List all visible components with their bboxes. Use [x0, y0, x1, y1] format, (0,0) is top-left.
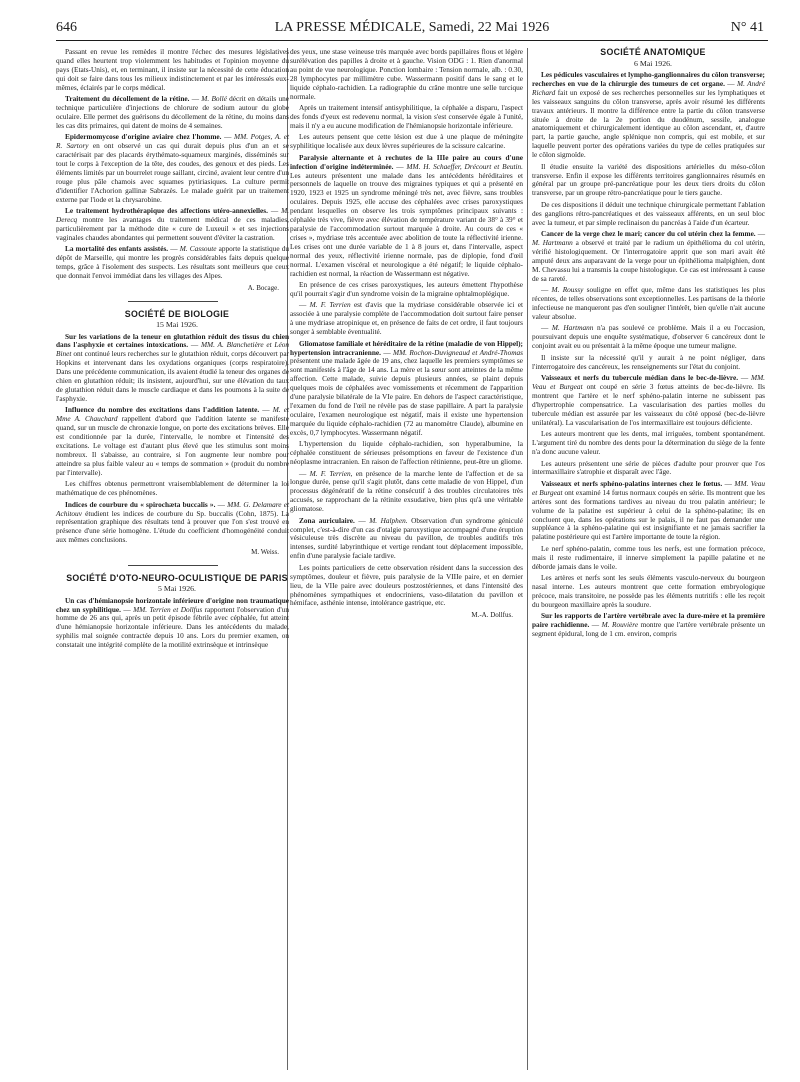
article-title: Les pédicules vasculaires et lympho-ganglionnaires du côlon transverse; recherches en vue de la chirurgie des tumeurs de cet organe. — [532, 70, 765, 88]
section-date: 6 Mai 1926. — [634, 58, 672, 68]
article-author: M. Hartmann — [551, 323, 594, 333]
article-author: MM. H. Schaeffer, Drécourt et Beutin. — [406, 161, 523, 171]
section-heading: SOCIÉTÉ D'OTO-NEURO-OCULISTIQUE DE PARIS — [66, 572, 288, 583]
article: Epidermomycose d'origine aviaire chez l'homme. — MM. Potges, A. et R. Sartory en ont observé un cas qui durait depuis plus d'un an et se caractérisait par des placards érythémato-squameux marginés, disséminés sur tout le corps à l'exception de la tête, des coudes, des genoux et des pieds. Les éléments limités par un bourrelet rouge saillant, circiné, avaient leur centre d'un rouge plus pâle chamois avec squames pytiriasiques. La culture permit d'identifier l'Achorion gallinæ Sabrazès. Le malade guérit par un traitement externe par l'iode et la chrysarobine. — [56, 132, 289, 204]
article-author: MM. Terrien et Dollfus — [133, 604, 203, 614]
article-author: M. Bollé — [201, 94, 227, 104]
paragraph: Les artères et nerfs sont les seuls éléments vasculo-nerveux du bourgeon nasal interne. Les auteurs montrent que cette formation embryologique précoce, mais transitoire, ne possède pas les éléments nutritifs : elle les reçoit du bourgeon maxillaire après la soudure. — [532, 573, 765, 609]
article-title: Indices de courbure du « spirochæta buccalis ». — [65, 499, 216, 509]
article-text: fait un exposé de ses recherches personnelles sur les lymphatiques et les vaisseaux sanguins du côlon transverse, après avoir résumé les différents travaux antérieurs. Il montre la différence entre la partie du côlon transverse située à droite de la 2e portion du duodénum, sessile, analogue anatomiquement et chirurgicalement identique au côlon ascendant, et, d'autre part, la partie gauche, angle splénique non compris, qui est mobile, et sur laquelle peuvent porter des opérations variées du type de celles pratiquées sur le côlon sigmoïde. — [532, 87, 765, 160]
article-text: décrit en détails une technique particulière d'injections de chlorure de sodium autour du globe oculaire. Elle permet des guérisons du décollement de la rétine, du moins dans les cas dits primaires, qui datent de moins de 4 semaines. — [56, 94, 289, 130]
article: Le traitement hydrothérapique des affections utéro-annexielles. — M. Derecq montre les avantages du traitement médical de ces maladies, particulièrement par la méthode dite « cure de Luxeuil » et ses injections vaginales chaudes abondantes qui permettent souvent d'éviter la castration. — [56, 206, 289, 242]
paragraph: des yeux, une stase veineuse très marquée avec bords papillaires flous et légère surélévation des papilles à droite et à gauche. Vision ODG : 1. Rien d'anormal au point de vue neurologique. Ponction lombaire : Tension normale, alb. : 0.30, 28 lymphocytes par millimètre cube. Wassermann positif dans le sang et le liquide céphalo-rachidien. La radiographie du crâne montre une selle turcique normale. — [290, 47, 523, 101]
article-text: ont examiné 14 fœtus normaux coupés en série. Ils montrent que les artères sont des formations tardives au niveau du trou palatin antérieur; le volume de la palatine est supérieur à celui de la sphéno-palatine; ils en concluent que, dans les opérations sur le palais, il ne faut pas demander une suppléance à la sphéno-palatine qui est insignifiante et ne jamais sacrifier la palatine postérieure qui est l'artère importante de toute la région. — [532, 487, 766, 542]
article: Paralysie alternante et à rechutes de la IIIe paire au cours d'une infection d'origine indéterminée. — MM. H. Schaeffer, Drécourt et Beutin. Les auteurs présentent une malade dans les antécédents héréditaires et personnels de laquelle on trouve des migraines typiques et qui a présenté en 1920, 1923 et 1925 un syndrome méningé très net, avec fièvre, sans troubles oculaires. Depuis 1925, elle accuse des céphalées avec crises paroxystiques pendant lesquelles on observe les trois symptômes principaux suivants : céphalée très vive, fièvre avec élévation de température variant de 38° à 39° et paralysie de l'accommodation surtout marquée à droite. Au cours de ces « crises », mydriase très accentuée avec abolition de toute la réflectivité irienne. Les crises ont une durée variable de 1 à 8 jours et, dans l'intervalle, aspect normal des yeux, réflectivité irienne normale, pas de diplopie, fond d'œil normal. L'examen viscéral et neurologique a été négatif; le liquide céphalo-rachidien est normal, la réaction de Wassermann est négative. — [290, 152, 523, 278]
article-text: souligne en effet que, même dans les statistiques les plus récentes, de telles observations sont exceptionnelles. Les partisans de la théorie infectieuse ne manqueront pas d'en souligner l'intérêt, bien qu'elle n'ait aucune valeur absolue. — [532, 285, 766, 321]
article-author: M. F. Terrien — [309, 300, 351, 310]
article-text: ont continué leurs recherches sur le glutathion réduit, corps découvert par Hopkins et intervenant dans les oxydations organiques (corps respiratoire). Dans une précédente communication, ils avaient étudié la teneur des organes de chien en glutathion réduit; ils insistent, aujourd'hui, sur une élévation du taux de glutathion réduit dans le muscle cardiaque et dans les poumons à la suite de l'asphyxie. — [56, 349, 289, 403]
article-title: Un cas d'hémianopsie horizontale inférieure d'origine non traumatique chez un syphilitique. — [56, 595, 289, 614]
article-author: MM. G. Delamare et Achitouv — [56, 499, 289, 518]
section-divider — [128, 301, 218, 302]
article-author: M. Derecq — [56, 206, 289, 225]
paragraph: Après un traitement intensif antisyphilitique, la céphalée a disparu, l'aspect des fonds d'yeux est redevenu normal, la vision s'est conservée égale à l'unité, mais il n'y a eu aucune modification de l'hémianopsie horizontale inférieure. — [290, 103, 523, 130]
article-text: est d'avis que la mydriase considérable observée ici et associée à une paralysie complète de l'accommodation doit surtout faire penser à une mydriase atropinique et, en présence de faits de cet ordre, il faut toujours songer à semblable éventualité. — [290, 300, 523, 337]
paragraph: En présence de ces crises paroxystiques, les auteurs émettent l'hypothèse qu'il pourrait s'agir d'un syndrome voisin de la migraine ophtalmoplégique. — [290, 280, 523, 298]
article-author: M. et Mme A. Chauchard — [56, 405, 289, 424]
article-text: ont coupé en série 3 fœtus atteints de bec-de-lièvre. Ils montrent que l'artère et le nerf sphéno-palatin interne ne subissent pas d'hypertrophie compensatrice. La vascularisation des parties molles du tubercule médian est assurée par les vaisseaux du côté opposé (bec-de-lièvre unilatéral). La vascularisation de l'os intermaxillaire est toujours déficiente. — [532, 382, 766, 427]
paragraph: Les auteurs montrent que les dents, mal irriguées, tombent spontanément. L'argument tiré du nombre des dents pour la détermination du siège de la fente n'a donc aucune valeur. — [532, 429, 765, 456]
article-text: a observé et traité par le radium un épithélioma du col utérin, vérifié histologiquement. Or l'interrogatoire apprit que son mari avait été amputé deux ans auparavant de la verge pour un épithélioma malpighien, dont M. Chevassu lui a transmis la coupe histologique. Ce cas est intéressant à cause de sa rareté. — [532, 238, 766, 283]
article: Traitement du décollement de la rétine. — M. Bollé décrit en détails une technique particulière d'injections de chlorure de sodium autour du globe oculaire. Elle permet des guérisons du décollement de la rétine, du moins dans les cas dits primaires, qui datent de moins de 4 semaines. — [56, 94, 289, 130]
signature: M. Weiss. — [251, 547, 279, 556]
article-text: rappellent d'abord que l'addition latente se manifeste quand, sur un muscle de chronaxie longue, on porte des excitations brèves. Elle est conditionnée par la durée, l'intervalle, le nombre et l'intensité des excitations. Le voltage est d'autant plus élevé que les stimulus sont moins nombreux. Il s'abaisse, au contraire, si l'on augmente leur nombre pour atteindre sa plus faible valeur au « temps de sommation » (produit du nombre par l'intervalle). — [56, 414, 289, 477]
article-title: Zona auriculaire. — [299, 515, 355, 525]
article: — M. Roussy souligne en effet que, même dans les statistiques les plus récentes, de telles observations sont exceptionnelles. Les partisans de la théorie infectieuse ne manqueront pas d'en souligner l'intérêt, bien qu'elle n'ait aucune valeur absolue. — [532, 285, 766, 321]
paragraph: Le nerf sphéno-palatin, comme tous les nerfs, est une formation précoce, mais il reste rudimentaire, il innerve simplement la papille palatine et ne déborde jamais dans le voile. — [532, 543, 765, 571]
article-author: MM. Potges, A. et R. Sartory — [56, 132, 289, 151]
section-divider — [128, 565, 218, 566]
article-title: Influence du nombre des excitations dans l'addition latente. — [65, 405, 260, 415]
article-text: présentent une malade âgée de 19 ans, chez laquelle les premiers symptômes se sont manifestés à l'âge de 14 ans. La mère et la sœur sont atteintes de la même affection. Cette malade, suivie depuis plusieurs années, se plaint depuis quelques mois de céphalées avec vomissements et récemment de l'apparition d'une paralysie bilatérale de la VIe paire. En dehors de l'aspect caractéristique, l'examen du fond de l'œil ne révèle pas de stase papillaire. A part la paralysie oculaire, l'examen neurologique est négatif, mais il existe une hypertension marquée du liquide céphalo-rachidien (72 au manomètre Claude), albumine en excès, 0,7 lymphocytes. Wassermann négatif. — [290, 356, 523, 437]
article: Sur les rapports de l'artère vertébrale avec la dure-mère et la première paire rachidienne. — M. Rouvière montre que l'artère vertébrale présente un segment épidural, long de 1 cm. environ, compris — [532, 611, 765, 639]
section-date: 5 Mai 1926. — [158, 584, 196, 594]
section-heading: SOCIÉTÉ DE BIOLOGIE — [124, 308, 230, 319]
paragraph: De ces dispositions il déduit une technique chirurgicale permettant l'ablation des ganglions rétro-pancréatiques et des vaisseaux afférents, en un seul bloc avec la tumeur, et par simple reclinaison du pancréas à l'aide d'un écarteur. — [532, 199, 765, 227]
article-text: montre les avantages du traitement médical de ces maladies, particulièrement par la méthode dite « cure de Luxeuil » et ses injections vaginales chaudes abondantes qui permettent souvent d'éviter la castration. — [56, 215, 289, 242]
page-number: 646 — [56, 20, 77, 35]
column-rule — [527, 48, 528, 1070]
article-title: Traitement du décollement de la rétine. — [65, 94, 190, 104]
article-title: Vaisseaux et nerfs sphéno-palatins internes chez le fœtus. — [541, 478, 723, 488]
article-author: M. Rouvière — [601, 620, 639, 630]
article-author: M. André Richard — [532, 78, 765, 97]
article: — M. F. Terrien est d'avis que la mydriase considérable observée ici et associée à une paralysie complète de l'accommodation doit surtout faire penser à une mydriase atropinique et, en présence de faits de cet ordre, il faut toujours songer à semblable éventualité. — [290, 300, 523, 337]
article: Vaisseaux et nerfs du tubercule médian dans le bec-de-lièvre. — MM. Veau et Burgeat ont coupé en série 3 fœtus atteints de bec-de-lièvre. Ils montrent que l'artère et le nerf sphéno-palatin interne ne subissent pas d'hypertrophie compensatrice. La vascularisation des parties molles du tubercule médian est assurée par les vaisseaux du côté opposé (bec-de-lièvre unilatéral). La vascularisation de l'os intermaxillaire est toujours déficiente. — [532, 373, 766, 427]
paragraph: Les auteurs présentent une série de pièces d'adulte pour prouver que l'os intermaxillaire s'atrophie et disparaît avec l'âge. — [532, 458, 765, 477]
signature: M.-A. Dollfus. — [471, 610, 513, 619]
article-title: La mortalité des enfants assistés. — [65, 244, 169, 254]
column-middle — [290, 48, 523, 622]
article-title: Le traitement hydrothérapique des affections utéro-annexielles. — [65, 206, 268, 216]
paragraph: Les points particuliers de cette observation résident dans la succession des symptômes, douleur et fièvre, puis paralysie de la VIIIe paire, et en dernier lieu, de la VIIe paire avec douleurs postzostériennes, et dans l'intensité des phénomènes sympathiques et endocriniens, vaso-dilatation du pavillon et hémiface, asthénie intense, intolérance gastrique, etc. — [290, 562, 523, 608]
article-text: n'a pas soulevé ce problème. Mais il a eu l'occasion, poursuivant depuis une enquête systématique, d'observer 6 cancéreux dont le conjoint avait eu ou présentait à la même époque une tumeur maligne. — [532, 323, 766, 351]
article: Les pédicules vasculaires et lympho-ganglionnaires du côlon transverse; recherches en vue de la chirurgie des tumeurs de cet organe. — M. André Richard fait un exposé de ses recherches personnelles sur les lymphatiques et les vaisseaux sanguins du côlon transverse, après avoir résumé les différents travaux antérieurs. Il montre la différence entre la partie du côlon transverse située à droite de la 2e portion du duodénum, sessile, analogue anatomiquement et chirurgicalement identique au côlon ascendant, et, d'autre part, la partie gauche, angle splénique non compris, qui est mobile, et sur laquelle peuvent porter des opérations variées du type de celles pratiquées sur le côlon sigmoïde. — [532, 70, 765, 160]
article-title: Cancer de la verge chez le mari; cancer du col utérin chez la femme. — [541, 229, 756, 239]
article: La mortalité des enfants assistés. — M. Cassoute apporte la statistique du dépôt de Marseille, qui montre les progrès considérables faits depuis quelque temps, grâce à l'isolement des suspects. Les résultats sont meilleurs que ceux que donnait l'envoi immédiat dans les villages des Alpes. — [56, 244, 289, 281]
article-author: MM. Rochon-Duvigneaud et André-Thomas — [393, 347, 523, 357]
article-author: M. Cassoute — [179, 244, 217, 254]
article-text: Les auteurs présentent une malade dans les antécédents héréditaires et personnels de laquelle on trouve des migraines typiques et qui a présenté en 1920, 1923 et 1925 un syndrome méningé très net, avec fièvre, sans troubles oculaires. Depuis 1925, elle accuse des céphalées avec crises paroxystiques pendant lesquelles on observe les trois symptômes principaux suivants : céphalée très vive, fièvre avec élévation de température variant de 38° à 39° et paralysie de l'accommodation surtout marquée à droite. Au cours de ces « crises », mydriase très accentuée avec abolition de toute la réflectivité irienne. Les crises ont une durée variable de 1 à 8 jours et, dans l'intervalle, aspect normal des yeux, réflectivité irienne normale, pas de diplopie, fond d'œil normal. L'examen viscéral et neurologique a été négatif; le liquide céphalo-rachidien est normal, la réaction de Wassermann est négative. — [290, 170, 523, 278]
article: Influence du nombre des excitations dans l'addition latente. — M. et Mme A. Chauchard rappellent d'abord que l'addition latente se manifeste quand, sur un muscle de chronaxie longue, on porte des excitations brèves. Elle est conditionnée par la durée, l'intervalle, le nombre et l'intensité des excitations. Le voltage est d'autant plus élevé que les stimulus sont moins nombreux. Il s'abaisse, au contraire, si l'on augmente leur nombre pour atteindre sa plus faible valeur au « temps de sommation » (produit du nombre par l'intervalle). — [56, 405, 289, 477]
column-left — [56, 48, 289, 653]
article-text: en présence de la marche lente de l'affection et de sa longue durée, pense qu'il s'agit plutôt, dans cette maladie de von Hippel, d'un processus dégénératif de la rétine consécutif à des troubles circulatoires très accusés, se rapprochant de la rétinite exsudative, bien plus qu'à une véritable gliomatose. — [290, 468, 523, 514]
article-text: rapportent l'observation d'un homme de 26 ans qui, après un petit épisode fébrile avec céphalée, fut atteint d'une hémianopsie horizontale inférieure. Dans les antécédents du malade, syphilis mal soignée contractée depuis 10 ans. Lors du premier examen, on constatait une intégrité complète de la motilité extrinsèque et intrinsèque — [56, 604, 289, 650]
article-text: apporte la statistique du dépôt de Marseille, qui montre les progrès considérables faits depuis quelque temps, grâce à l'isolement des suspects. Les résultats sont meilleurs que ceux que donnait l'envoi immédiat dans les villages des Alpes. — [56, 244, 289, 281]
paragraph: Les auteurs pensent que cette lésion est due à une plaque de méningite syphilitique localisée aux deux lèvres supérieures de la scissure calcarine. — [290, 132, 523, 151]
article: — M. Hartmann n'a pas soulevé ce problème. Mais il a eu l'occasion, poursuivant depuis une enquête systématique, d'observer 6 cancéreux dont le conjoint avait eu ou présentait à la même époque une tumeur maligne. — [532, 323, 766, 351]
article-author: M. Roussy — [551, 285, 584, 295]
article-author: MM. A. Blanchetière et Léon Binet — [56, 340, 290, 359]
article-author: M. Halphen. — [369, 515, 408, 525]
paragraph: Passant en revue les remèdes il montre l'échec des mesures législatives quand elles heurtent trop violemment les habitudes et l'opinion moyenne du pays (Etats-Unis), et, en terminant, il insiste sur la nécessité de cette éducation qui doit se faire dans tous les milieux indistinctement et par les intéressés eux-mêmes, éclairés par le corps médical. — [56, 47, 289, 92]
article: — M. F. Terrien, en présence de la marche lente de l'affection et de sa longue durée, pense qu'il s'agit plutôt, dans cette maladie de von Hippel, d'un processus dégénératif de la rétine consécutif à des troubles circulatoires très accusés, se rapprochant de la rétinite exsudative, bien plus qu'à une véritable gliomatose. — [290, 468, 523, 514]
article-title: Vaisseaux et nerfs du tubercule médian dans le bec-de-lièvre. — [541, 373, 739, 383]
paragraph: Il étudie ensuite la variété des dispositions artérielles du méso-côlon transverse. Enfin il expose les différents territoires ganglionnaires résumés en général par un groupe pré-pancréatique pour les deux tiers droits du côlon transverse, par un groupe rétro-pancréatique pour le tiers gauche. — [532, 161, 765, 198]
article-text: en ont observé un cas qui durait depuis plus d'un an et se caractérisait par des placards érythémato-squameux marginés, disséminés sur tout le corps à l'exception de la tête, des coudes, des genoux et des pieds. Les éléments limités par un bourrelet rouge saillant, circiné, avaient leur centre d'un rouge plus pâle chamois avec squames pytiriasiques. La culture permit d'identifier l'Achorion gallinæ Sabrazès. Le malade guérit par un traitement externe par l'iode et la chrysarobine. — [56, 141, 289, 204]
article: Sur les variations de la teneur en glutathion réduit des tissus du chien dans l'asphyxie et certaines intoxications. — MM. A. Blanchetière et Léon Binet ont continué leurs recherches sur le glutathion réduit, corps découvert par Hopkins et intervenant dans les oxydations organiques (corps respiratoire). Dans une précédente communication, ils avaient étudié la teneur des organes de chien en glutathion réduit; ils insistent, aujourd'hui, sur une élévation du taux de glutathion réduit dans le muscle cardiaque et dans les poumons à la suite de l'asphyxie. — [56, 331, 290, 403]
article-text: montre que l'artère vertébrale présente un segment épidural, long de 1 cm. environ, compris — [532, 620, 765, 639]
paragraph: Il insiste sur la nécessité qu'il y aurait à ne point négliger, dans l'interrogatoire des cancéreux, les renseignements sur l'état du conjoint. — [532, 352, 765, 371]
article-title: Sur les variations de la teneur en glutathion réduit des tissus du chien dans l'asphyxie et certaines intoxications. — [56, 331, 289, 350]
article-title: Epidermomycose d'origine aviaire chez l'homme. — [65, 132, 222, 142]
column-right — [532, 48, 765, 642]
article-title: Paralysie alternante et à rechutes de la IIIe paire au cours d'une infection d'origine indéterminée. — [290, 152, 523, 171]
article: Gliomatose familiale et héréditaire de la rétine (maladie de von Hippel); hypertension intracranienne. — MM. Rochon-Duvigneaud et André-Thomas présentent une malade âgée de 19 ans, chez laquelle les premiers symptômes se sont manifestés à l'âge de 14 ans. La mère et la sœur sont atteintes de la même affection. Cette malade, suivie depuis plusieurs années, se plaint depuis quelques mois de céphalées avec vomissements et récemment de l'apparition d'une paralysie bilatérale de la VIe paire. En dehors de l'aspect caractéristique, l'examen du fond de l'œil ne révèle pas de stase papillaire. A part la paralysie oculaire, l'examen neurologique est négatif, mais il existe une hypertension marquée du liquide céphalo-rachidien (72 au manomètre Claude), albumine en excès, 0,7 lymphocytes. Wassermann négatif. — [290, 338, 523, 437]
article-title: Sur les rapports de l'artère vertébrale avec la dure-mère et la première paire rachidienne. — [532, 611, 765, 630]
paragraph: Les chiffres obtenus permettront vraisemblablement de déterminer la loi mathématique de ces phénomènes. — [56, 479, 289, 498]
article: Zona auriculaire. — M. Halphen. Observation d'un syndrome géniculé complet, c'est-à-dire d'un cas d'otalgie paroxystique accompagné d'une éruption vésiculeuse très discrète au niveau du pavillon, de troubles auditifs très intenses, surdité labyrinthique et vertige rendant tout déplacement impossible, enfin d'une paralysie faciale tardive. — [290, 515, 523, 561]
article-text: Observation d'un syndrome géniculé complet, c'est-à-dire d'un cas d'otalgie paroxystique accompagné d'une éruption vésiculeuse très discrète au niveau du pavillon, de troubles auditifs très intenses, surdité labyrinthique et vertige rendant tout déplacement impossible, enfin d'une paralysie faciale tardive. — [290, 515, 523, 561]
article: Vaisseaux et nerfs sphéno-palatins internes chez le fœtus. — MM. Veau et Burgeat ont examiné 14 fœtus normaux coupés en série. Ils montrent que les artères sont des formations tardives au niveau du trou palatin antérieur; le volume de la palatine est supérieur à celui de la sphéno-palatine; ils en concluent que, dans les opérations sur le palais, il ne faut pas demander une suppléance à la sphéno-palatine qui est insignifiante et ne jamais sacrifier la palatine postérieure qui est l'artère importante de toute la région. — [532, 478, 766, 542]
article-text: étudient les indices de courbure du Sp. buccalis (Cohn, 1875). La représentation graphique des résultats tend à prouver que l'on s'est trouvé en présence d'une série homogène. L'étude du coefficient d'homogénéité conduit aux mêmes conclusions. — [56, 508, 290, 545]
article-title: Gliomatose familiale et héréditaire de la rétine (maladie de von Hippel); hypertension intracranienne. — [290, 338, 523, 357]
signature: A. Bocage. — [247, 283, 279, 292]
article-author: M. F. Terrien, — [309, 468, 353, 478]
section-heading: SOCIÉTÉ ANATOMIQUE — [600, 47, 706, 57]
article-author: MM. Veau et Burgeat — [532, 373, 765, 392]
issue-number: N° 41 — [730, 20, 764, 35]
article-author: M. Hartmann — [532, 238, 573, 248]
journal-title: LA PRESSE MÉDICALE, Samedi, 22 Mai 1926 — [274, 20, 550, 35]
article-author: MM. Veau et Burgeat — [532, 478, 765, 497]
article: Cancer de la verge chez le mari; cancer du col utérin chez la femme. — M. Hartmann a observé et traité par le radium un épithélioma du col utérin, vérifié histologiquement. Or l'interrogatoire apprit que son mari avait été amputé deux ans auparavant de la verge pour un épithélioma malpighien, dont M. Chevassu lui a transmis la coupe histologique. Ce cas est intéressant à cause de sa rareté. — [532, 229, 766, 283]
paragraph: L'hypertension du liquide céphalo-rachidien, son hyperalbumine, la céphalée constituent de sérieuses présomptions en faveur de l'existence d'un néoplasme intracranien. En raison de l'affection rétinienne, peut-être un gliome. — [290, 439, 523, 467]
article: Indices de courbure du « spirochæta buccalis ». — MM. G. Delamare et Achitouv étudient les indices de courbure du Sp. buccalis (Cohn, 1875). La représentation graphique des résultats tend à prouver que l'on s'est trouvé en présence d'une série homogène. L'étude du coefficient d'homogénéité conduit aux mêmes conclusions. — [56, 499, 290, 545]
page-header — [56, 16, 768, 41]
article: Un cas d'hémianopsie horizontale inférieure d'origine non traumatique chez un syphilitique. — MM. Terrien et Dollfus rapportent l'observation d'un homme de 26 ans qui, après un petit épisode fébrile avec céphalée, fut atteint d'une hémianopsie horizontale inférieure. Dans les antécédents du malade, syphilis mal soignée contractée depuis 10 ans. Lors du premier examen, on constatait une intégrité complète de la motilité extrinsèque et intrinsèque — [56, 595, 289, 650]
section-date: 15 Mai 1926. — [156, 320, 198, 330]
